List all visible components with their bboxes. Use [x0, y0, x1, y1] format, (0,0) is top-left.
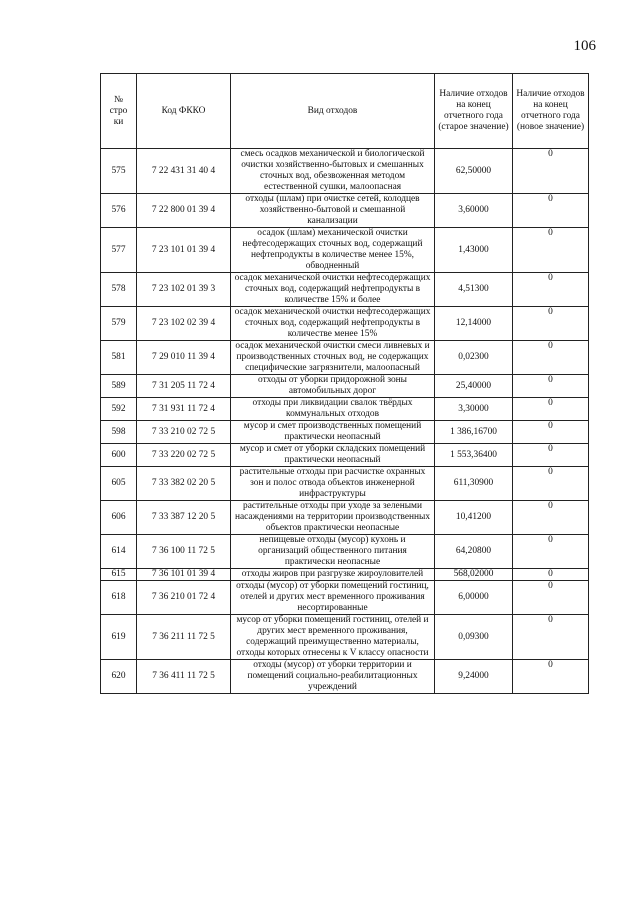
waste-description: мусор от уборки помещений гостиниц, отелей и других мест временного проживания, содержащий преимущественно материалы, отходы которых отнесены к V классу опасности	[231, 615, 435, 660]
header-row-number: № стро ки	[101, 74, 137, 149]
new-value: 0	[513, 228, 589, 273]
row-number: 618	[101, 581, 137, 615]
table-row	[101, 307, 589, 341]
waste-description: отходы от уборки придорожной зоны автомобильных дорог	[231, 375, 435, 398]
old-value: 0,02300	[435, 341, 513, 375]
table-row	[101, 660, 589, 694]
table-row	[101, 467, 589, 501]
waste-description: отходы (мусор) от уборки территории и помещений социально-реабилитационных учреждений	[231, 660, 435, 694]
header-waste-type: Вид отходов	[231, 74, 435, 149]
waste-description: осадок (шлам) механической очистки нефтесодержащих сточных вод, содержащий нефтепродукты в количестве менее 15%, обводненный	[231, 228, 435, 273]
header-fkko-code: Код ФККО	[137, 74, 231, 149]
waste-description: осадок механической очистки нефтесодержащих сточных вод, содержащий нефтепродукты в количестве менее 15%	[231, 307, 435, 341]
row-number: 589	[101, 375, 137, 398]
table-row	[101, 615, 589, 660]
header-old-value: Наличие отходов на конец отчетного года (старое значение)	[435, 74, 513, 149]
row-number: 575	[101, 149, 137, 194]
old-value: 64,20800	[435, 535, 513, 569]
fkko-code: 7 33 220 02 72 5	[137, 444, 231, 467]
new-value: 0	[513, 341, 589, 375]
waste-description: мусор и смет от уборки складских помещений практически неопасный	[231, 444, 435, 467]
fkko-code: 7 36 210 01 72 4	[137, 581, 231, 615]
old-value: 62,50000	[435, 149, 513, 194]
row-number: 579	[101, 307, 137, 341]
waste-description: смесь осадков механической и биологической очистки хозяйственно-бытовых и смешанных сточных вод, обезвоженная методом естественной сушки, малоопасная	[231, 149, 435, 194]
row-number: 614	[101, 535, 137, 569]
table-row	[101, 341, 589, 375]
row-number: 619	[101, 615, 137, 660]
fkko-code: 7 33 210 02 72 5	[137, 421, 231, 444]
fkko-code: 7 29 010 11 39 4	[137, 341, 231, 375]
waste-description: растительные отходы при уходе за зелеными насаждениями на территории производственных объектов практически неопасные	[231, 501, 435, 535]
waste-table	[100, 73, 589, 694]
fkko-code: 7 22 800 01 39 4	[137, 194, 231, 228]
row-number: 577	[101, 228, 137, 273]
fkko-code: 7 23 102 01 39 3	[137, 273, 231, 307]
waste-description: отходы при ликвидации свалок твёрдых коммунальных отходов	[231, 398, 435, 421]
page-number: 106	[573, 38, 596, 54]
old-value: 9,24000	[435, 660, 513, 694]
fkko-code: 7 31 205 11 72 4	[137, 375, 231, 398]
waste-description: непищевые отходы (мусор) кухонь и организаций общественного питания практически неопасные	[231, 535, 435, 569]
waste-description: отходы (шлам) при очистке сетей, колодцев хозяйственно-бытовой и смешанной канализации	[231, 194, 435, 228]
old-value: 568,02000	[435, 569, 513, 581]
header-new-value: Наличие отходов на конец отчетного года (новое значение)	[513, 74, 589, 149]
old-value: 0,09300	[435, 615, 513, 660]
new-value: 0	[513, 535, 589, 569]
row-number: 592	[101, 398, 137, 421]
new-value: 0	[513, 421, 589, 444]
row-number: 606	[101, 501, 137, 535]
row-number: 605	[101, 467, 137, 501]
waste-description: отходы (мусор) от уборки помещений гостиниц, отелей и других мест временного проживания несортированные	[231, 581, 435, 615]
row-number: 578	[101, 273, 137, 307]
fkko-code: 7 33 387 12 20 5	[137, 501, 231, 535]
table-row	[101, 569, 589, 581]
new-value: 0	[513, 398, 589, 421]
fkko-code: 7 36 411 11 72 5	[137, 660, 231, 694]
waste-description: осадок механической очистки смеси ливневых и производственных сточных вод, не содержащих специфические загрязнители, малоопасный	[231, 341, 435, 375]
new-value: 0	[513, 581, 589, 615]
waste-description: отходы жиров при разгрузке жироуловителей	[231, 569, 435, 581]
new-value: 0	[513, 615, 589, 660]
fkko-code: 7 36 101 01 39 4	[137, 569, 231, 581]
table-row	[101, 149, 589, 194]
new-value: 0	[513, 375, 589, 398]
row-number: 598	[101, 421, 137, 444]
new-value: 0	[513, 467, 589, 501]
fkko-code: 7 23 101 01 39 4	[137, 228, 231, 273]
new-value: 0	[513, 194, 589, 228]
old-value: 25,40000	[435, 375, 513, 398]
table-row	[101, 273, 589, 307]
table-row	[101, 398, 589, 421]
table-row	[101, 535, 589, 569]
old-value: 3,30000	[435, 398, 513, 421]
old-value: 10,41200	[435, 501, 513, 535]
table-row	[101, 421, 589, 444]
new-value: 0	[513, 307, 589, 341]
fkko-code: 7 36 100 11 72 5	[137, 535, 231, 569]
waste-description: растительные отходы при расчистке охранных зон и полос отвода объектов инженерной инфраструктуры	[231, 467, 435, 501]
fkko-code: 7 36 211 11 72 5	[137, 615, 231, 660]
old-value: 6,00000	[435, 581, 513, 615]
table-row	[101, 375, 589, 398]
table-row	[101, 194, 589, 228]
fkko-code: 7 31 931 11 72 4	[137, 398, 231, 421]
fkko-code: 7 33 382 02 20 5	[137, 467, 231, 501]
old-value: 12,14000	[435, 307, 513, 341]
old-value: 4,51300	[435, 273, 513, 307]
table-header-row	[101, 74, 589, 149]
old-value: 1 386,16700	[435, 421, 513, 444]
old-value: 611,30900	[435, 467, 513, 501]
new-value: 0	[513, 149, 589, 194]
new-value: 0	[513, 273, 589, 307]
new-value: 0	[513, 569, 589, 581]
row-number: 615	[101, 569, 137, 581]
row-number: 620	[101, 660, 137, 694]
old-value: 3,60000	[435, 194, 513, 228]
row-number: 600	[101, 444, 137, 467]
row-number: 581	[101, 341, 137, 375]
old-value: 1,43000	[435, 228, 513, 273]
waste-description: осадок механической очистки нефтесодержащих сточных вод, содержащий нефтепродукты в количестве 15% и более	[231, 273, 435, 307]
table-row	[101, 228, 589, 273]
table-row	[101, 444, 589, 467]
new-value: 0	[513, 660, 589, 694]
table-row	[101, 581, 589, 615]
table-row	[101, 501, 589, 535]
new-value: 0	[513, 444, 589, 467]
old-value: 1 553,36400	[435, 444, 513, 467]
row-number: 576	[101, 194, 137, 228]
waste-description: мусор и смет производственных помещений практически неопасный	[231, 421, 435, 444]
new-value: 0	[513, 501, 589, 535]
fkko-code: 7 23 102 02 39 4	[137, 307, 231, 341]
fkko-code: 7 22 431 31 40 4	[137, 149, 231, 194]
